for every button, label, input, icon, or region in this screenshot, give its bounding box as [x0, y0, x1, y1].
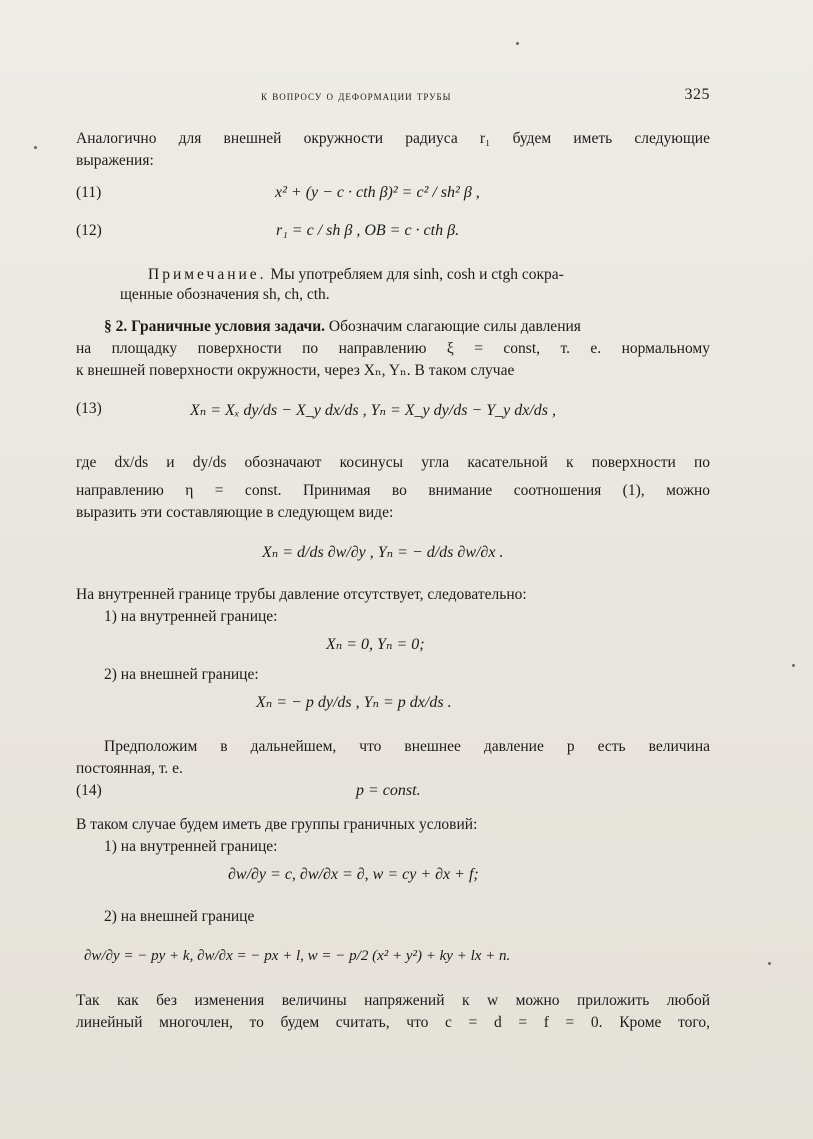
equation-12: r₁ = c / sh β , OB = c · cth β.	[276, 222, 460, 239]
equation-inner-conditions: ∂w/∂y = c, ∂w/∂x = ∂, w = cy + ∂x + f;	[228, 866, 479, 883]
equation-number: (13)	[76, 400, 102, 417]
paragraph-line: на площадку поверхности по направлению ξ = const, т. е. нормальному	[76, 340, 710, 357]
paragraph-line: Аналогично для внешней окружности радиуса r₁ будем иметь следующие	[76, 130, 710, 147]
list-item: 1) на внутренней границе:	[104, 838, 278, 855]
equation-inner: Xₙ = 0, Yₙ = 0;	[326, 636, 425, 653]
equation-number: (12)	[76, 222, 102, 239]
equation-outer-conditions: ∂w/∂y = − py + k, ∂w/∂x = − px + l, w = − p/2 (x² + y²) + ky + lx + n.	[84, 948, 511, 964]
equation-components: Xₙ = d/ds ∂w/∂y , Yₙ = − d/ds ∂w/∂x .	[262, 544, 504, 561]
list-item: 2) на внешней границе:	[104, 666, 259, 683]
note-label: Примечание.	[148, 266, 267, 283]
equation-13: Xₙ = Xₓ dy/ds − X_y dx/ds , Yₙ = X_y dy/ds − Y_y dx/ds ,	[190, 402, 556, 419]
equation-11: x² + (y − c · cth β)² = c² / sh² β ,	[275, 184, 480, 201]
equation-number: (14)	[76, 782, 102, 799]
page-number: 325	[684, 86, 710, 103]
paper-speck	[768, 962, 771, 965]
running-title: к вопросу о деформации трубы	[261, 88, 452, 103]
paper-speck	[516, 42, 519, 45]
paragraph-line: линейный многочлен, то будем считать, что c = d = f = 0. Кроме того,	[76, 1014, 710, 1031]
paragraph-text: Обозначим слагающие силы давления	[328, 318, 581, 335]
paragraph-line: направлению η = const. Принимая во внимание соотношения (1), можно	[76, 482, 710, 499]
section-heading: § 2. Граничные условия задачи.	[104, 318, 326, 335]
paragraph-line: Так как без изменения величины напряжений к w можно приложить любой	[76, 992, 710, 1009]
paper-speck	[792, 664, 795, 667]
list-item: 1) на внутренней границе:	[104, 608, 278, 625]
running-header	[76, 86, 710, 106]
paragraph-line: На внутренней границе трубы давление отсутствует, следовательно:	[76, 586, 527, 603]
paragraph-line: выразить эти составляющие в следующем виде:	[76, 504, 394, 521]
paragraph-line: где dx/ds и dy/ds обозначают косинусы угла касательной к поверхности по	[76, 454, 710, 471]
note-text: Мы употребляем для sinh, cosh и ctgh сокра-	[270, 266, 564, 283]
paper-speck	[34, 146, 37, 149]
paragraph-line: выражения:	[76, 152, 154, 169]
equation-14: p = const.	[356, 782, 421, 799]
paragraph-line: к внешней поверхности окружности, через Xₙ, Yₙ. В таком случае	[76, 362, 515, 379]
paragraph-line: В таком случае будем иметь две группы граничных условий:	[76, 816, 478, 833]
paragraph-line: постоянная, т. е.	[76, 760, 183, 777]
paragraph-line: Предположим в дальнейшем, что внешнее давление p есть величина	[104, 738, 710, 755]
note-line: щенные обозначения sh, ch, cth.	[120, 286, 330, 303]
equation-number: (11)	[76, 184, 102, 201]
equation-outer: Xₙ = − p dy/ds , Yₙ = p dx/ds .	[256, 694, 452, 711]
list-item: 2) на внешней границе	[104, 908, 255, 925]
